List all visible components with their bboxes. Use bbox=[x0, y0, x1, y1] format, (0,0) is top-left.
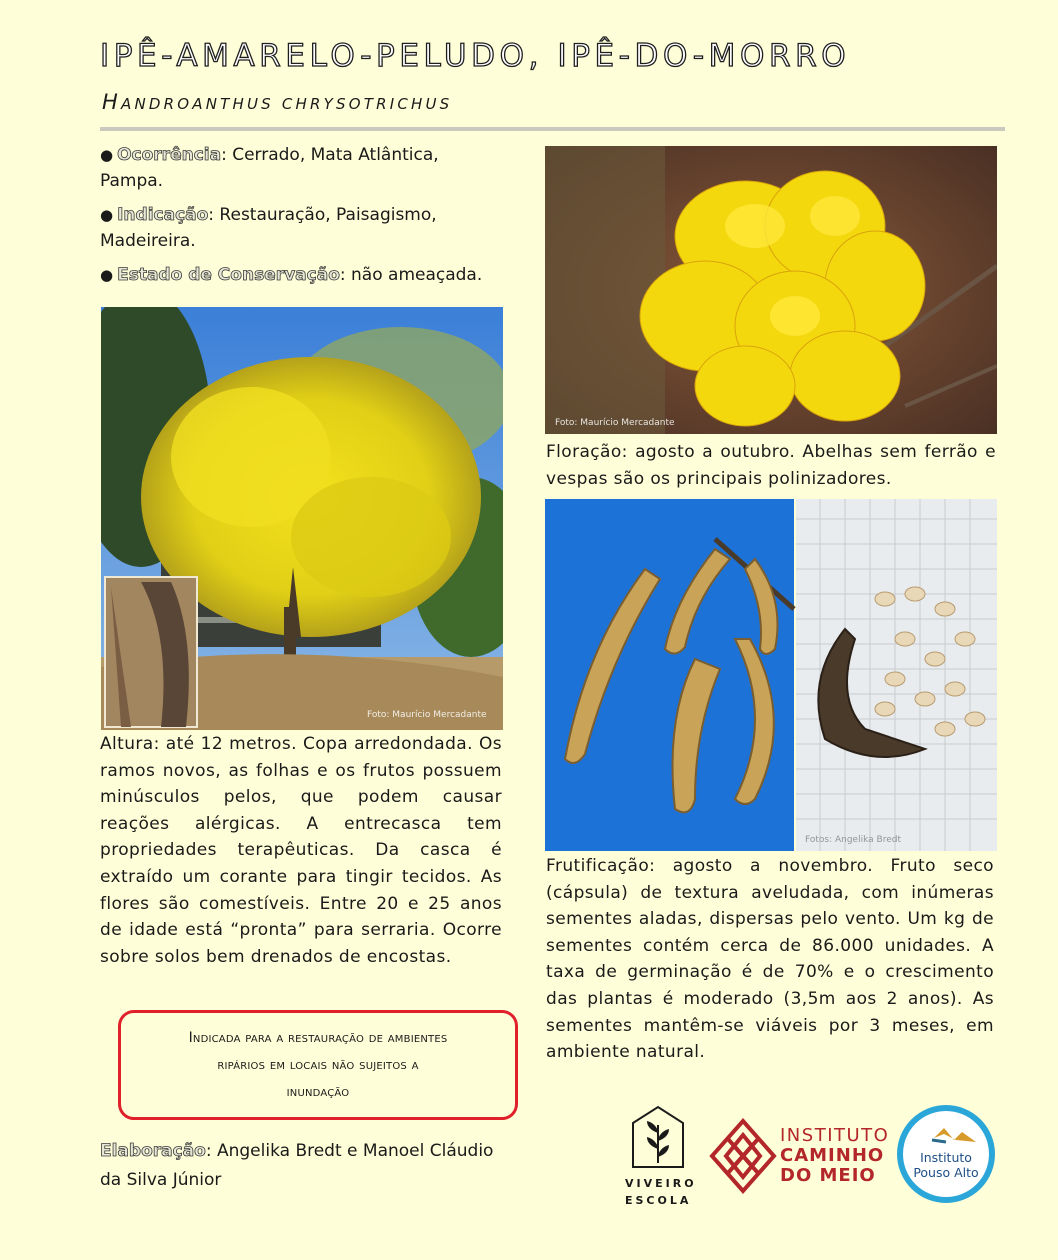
fruit-illustration bbox=[545, 499, 997, 851]
page-title: IPÊ-AMARELO-PELUDO, IPÊ-DO-MORRO bbox=[100, 38, 851, 74]
description-text: Altura: até 12 metros. Copa arredondada. Os ramos novos, as folhas e os frutos possuem minúsculos pelos, que podem causar reações alérgicas. A entrecasca tem propriedades terapêuticas. Da casca é extraído um corante para tingir tecidos. As flores são comestíveis. Entre 20 e 25 anos de idade está “pronta” para serraria. Ocorre sobre solos bem drenados de encostas. bbox=[100, 734, 502, 967]
flower-illustration bbox=[545, 146, 997, 434]
bullet-text: Restauração, Paisagismo, Madeireira. bbox=[100, 205, 437, 251]
bullet-text: não ameaçada. bbox=[345, 265, 483, 285]
callout-line-2: ripários em locais não sujeitos a bbox=[217, 1056, 419, 1073]
callout-line-1: Indicada para a restauração de ambientes bbox=[188, 1029, 448, 1046]
bullet-text: Cerrado, Mata Atlântica, Pampa. bbox=[100, 145, 439, 191]
bullet-label: Ocorrência bbox=[117, 145, 222, 165]
credit-text: : Angelika Bredt e Manoel Cláudio da Silva Júnior bbox=[100, 1141, 494, 1190]
callout-line-3: inundação bbox=[286, 1083, 350, 1100]
tree-illustration bbox=[101, 307, 503, 730]
bullet-indication: ● Indicação: Restauração, Paisagismo, Madeireira. bbox=[100, 205, 437, 251]
authors-credit bbox=[100, 1137, 520, 1195]
scientific-rest: ANDROANTHUS CHRYSOTRICHUS bbox=[121, 95, 453, 113]
bullet-label: Estado de Conservação bbox=[117, 265, 340, 285]
viveiro-wordmark: VIVEIRO ESCOLA bbox=[625, 1177, 697, 1207]
bullet-dot-icon: ● bbox=[100, 146, 114, 164]
fruit-photo bbox=[545, 499, 997, 851]
viveiro-leaf-icon bbox=[625, 1103, 691, 1171]
caminho-do-meio-knot-icon bbox=[708, 1117, 778, 1195]
credit-label: Elaboração bbox=[100, 1141, 206, 1161]
restoration-callout bbox=[118, 1010, 518, 1120]
bullet-conservation: ● Estado de Conservação: não ameaçada. bbox=[100, 265, 483, 285]
fruiting-text: Frutificação: agosto a novembro. Fruto seco (cápsula) de textura aveludada, com inúmeras sementes aladas, dispersas pelo vento. Um kg de sementes contém cerca de 86.000 unidades. A taxa de germinação é de 70% e o crescimento das plantas é moderado (3,5m aos 2 anos). As sementes mantêm-se viáveis por 3 meses, em ambiente natural. bbox=[546, 856, 994, 1063]
header-divider bbox=[100, 127, 1005, 131]
scientific-name bbox=[102, 90, 452, 114]
scientific-initial: H bbox=[102, 90, 121, 114]
flower-photo bbox=[545, 146, 997, 434]
pouso-alto-wordmark: Instituto Pouso Alto bbox=[913, 1150, 979, 1180]
pouso-alto-logo bbox=[896, 1104, 996, 1204]
bullet-label: Indicação bbox=[117, 205, 209, 225]
fruit-photo-credit: Fotos: Angelika Bredt bbox=[805, 835, 901, 845]
flowering-text: Floração: agosto a outubro. Abelhas sem ferrão e vespas são os principais polinizadores. bbox=[546, 442, 996, 489]
flower-photo-credit: Foto: Maurício Mercadante bbox=[555, 418, 675, 428]
tree-photo bbox=[101, 307, 503, 730]
bullet-dot-icon: ● bbox=[100, 266, 114, 284]
bullet-occurrence: ● Ocorrência: Cerrado, Mata Atlântica, Pampa. bbox=[100, 145, 439, 191]
viveiro-escola-logo bbox=[625, 1103, 697, 1207]
caminho-do-meio-wordmark: INSTITUTO CAMINHO DO MEIO bbox=[780, 1125, 890, 1186]
tree-photo-credit: Foto: Maurício Mercadante bbox=[367, 710, 487, 720]
bullet-dot-icon: ● bbox=[100, 206, 114, 224]
